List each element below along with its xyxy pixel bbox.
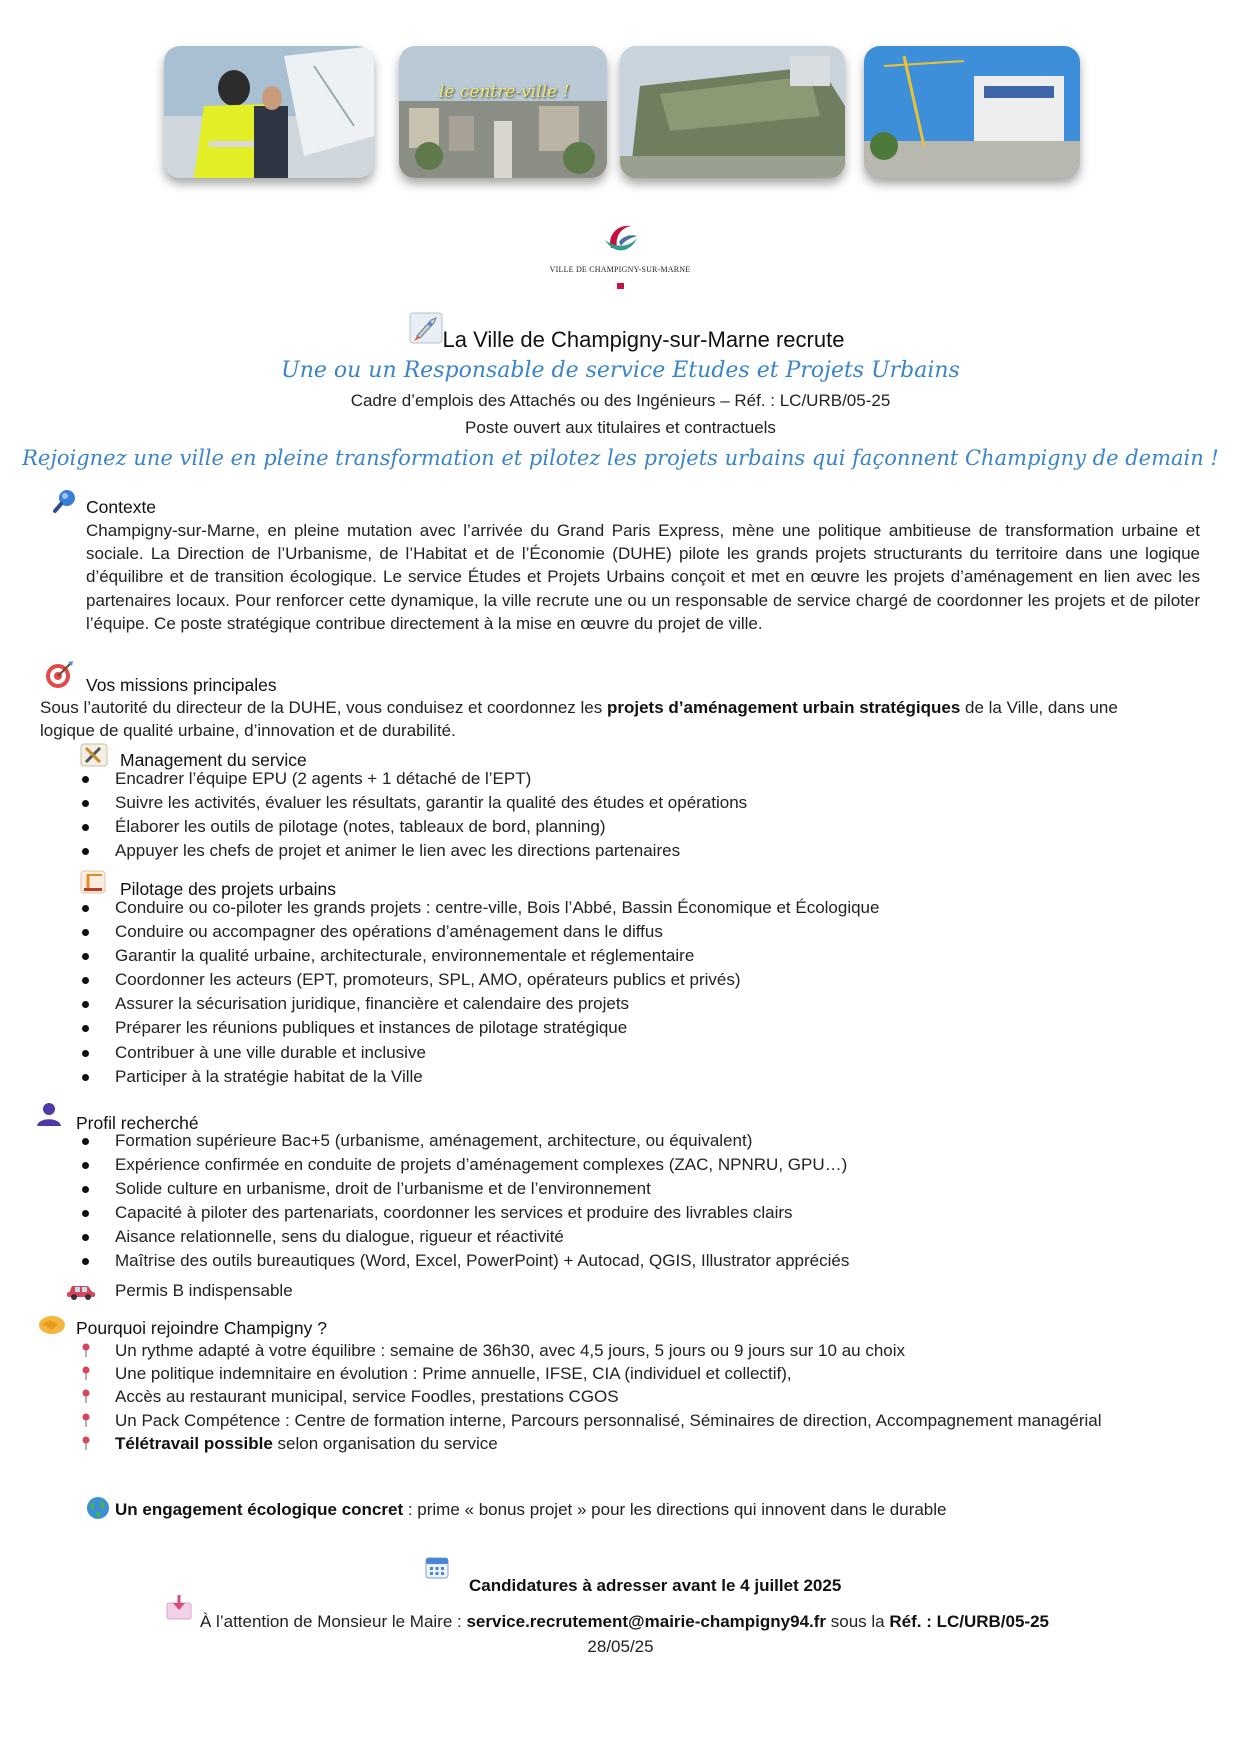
handshake-icon: [38, 1312, 66, 1336]
list-item: Coordonner les acteurs (EPT, promoteurs, SPL, AMO, opérateurs publics et privés): [115, 968, 879, 992]
banner-photo-construction: [864, 46, 1080, 178]
pin-icon: [80, 1436, 92, 1450]
list-item: Encadrer l’équipe EPU (2 agents + 1 détaché de l’EPT): [115, 767, 747, 791]
bullet: [82, 824, 89, 831]
recruit-heading: La Ville de Champigny-sur-Marne recrute: [442, 327, 845, 352]
banner-photo-worker: [164, 46, 374, 178]
profil-list: [115, 1129, 849, 1274]
banner-photo-city-centre: [399, 46, 607, 178]
missions-intro-bold: projets d’aménagement urbain stratégiques: [606, 698, 961, 717]
bullet: [82, 953, 89, 960]
bullet: [82, 1138, 89, 1145]
email-link[interactable]: service.recrutement@mairie-champigny94.fr: [466, 1612, 827, 1631]
list-item: Participer à la stratégie habitat de la Ville: [115, 1065, 879, 1089]
list-item: Accès au restaurant municipal, service Foodles, prestations CGOS: [115, 1385, 1115, 1408]
reference: Réf. : LC/URB/05-25: [889, 1612, 1049, 1631]
pin-icon: [80, 1413, 92, 1427]
bullet: [82, 1001, 89, 1008]
bullet: [82, 929, 89, 936]
bullet: [82, 800, 89, 807]
bullet: [82, 1025, 89, 1032]
document-date: 28/05/25: [587, 1637, 654, 1656]
bullet: [82, 977, 89, 984]
list-item: Expérience confirmée en conduite de projets d’aménagement complexes (ZAC, NPNRU, GPU…): [115, 1153, 849, 1177]
list-item: Un Pack Compétence : Centre de formation interne, Parcours personnalisé, Séminaires de direction, Accompagnement managérial: [115, 1409, 1115, 1432]
list-item: Conduire ou accompagner des opérations d’aménagement dans le diffus: [115, 920, 879, 944]
globe-icon: [86, 1496, 110, 1520]
list-item: Un rythme adapté à votre équilibre : semaine de 36h30, avec 4,5 jours, 5 jours ou 9 jours sur 10 au choix: [115, 1339, 1115, 1362]
missions-title: Vos missions principales: [86, 675, 277, 695]
calendar-icon: [425, 1555, 449, 1579]
missions-intro: [40, 698, 1118, 718]
pilotage-title: Pilotage des projets urbains: [120, 879, 336, 899]
bullet: [82, 1234, 89, 1241]
city-logo-text: VILLE DE CHAMPIGNY-SUR-MARNE: [549, 265, 691, 274]
list-item: Capacité à piloter des partenariats, coordonner les services et produire des livrables clairs: [115, 1201, 849, 1225]
candidatures-deadline: Candidatures à adresser avant le 4 juillet 2025: [469, 1576, 842, 1595]
pourquoi-title: Pourquoi rejoindre Champigny ?: [76, 1318, 327, 1338]
poste-ouvert: Poste ouvert aux titulaires et contractuels: [465, 418, 776, 437]
engagement-rest: : prime « bonus projet » pour les directions qui innovent dans le durable: [403, 1500, 947, 1519]
inbox-download-icon: [166, 1594, 192, 1620]
attention-mid: sous la: [826, 1612, 890, 1631]
bullet: [82, 1258, 89, 1265]
banner-photo-caption: le centre-ville !: [439, 82, 570, 102]
slogan: Rejoignez une ville en pleine transformation et pilotez les projets urbains qui façonnent Champigny de demain !: [22, 446, 1219, 470]
list-item: Suivre les activités, évaluer les résultats, garantir la qualité des études et opérations: [115, 791, 747, 815]
list-item: Préparer les réunions publiques et instances de pilotage stratégique: [115, 1016, 879, 1040]
management-list: [115, 767, 747, 863]
contexte-title: Contexte: [86, 497, 157, 517]
banner-photo-green-building: [620, 46, 845, 178]
bullet: [82, 1162, 89, 1169]
job-title: Une ou un Responsable de service Etudes et Projets Urbains: [281, 358, 960, 383]
list-item: Conduire ou co-piloter les grands projets : centre-ville, Bois l’Abbé, Bassin Économique et Écologique: [115, 896, 879, 920]
teletravail-bold: Télétravail possible: [115, 1433, 273, 1453]
pilotage-list: [115, 896, 879, 1089]
list-item: Aisance relationnelle, sens du dialogue, rigueur et réactivité: [115, 1225, 849, 1249]
list-item: Télétravail possible selon organisation du service: [115, 1432, 1115, 1455]
pin-icon: [80, 1366, 92, 1380]
pin-icon: [80, 1343, 92, 1357]
missions-intro-line2: logique de qualité urbaine, d’innovation et de durabilité.: [40, 721, 456, 740]
engagement-bold: Un engagement écologique concret: [115, 1500, 404, 1519]
list-item: Élaborer les outils de pilotage (notes, tableaux de bord, planning): [115, 815, 747, 839]
missions-intro-start: Sous l’autorité du directeur de la DUHE, vous conduisez et coordonnez les: [40, 698, 607, 717]
list-item: Une politique indemnitaire en évolution : Prime annuelle, IFSE, CIA (individuel et collectif),: [115, 1362, 1115, 1385]
logo-red-square: [617, 283, 624, 289]
tools-icon: [80, 743, 108, 767]
bullet: [82, 848, 89, 855]
permis-text: Permis B indispensable: [115, 1281, 293, 1300]
engagement-line: [115, 1500, 947, 1520]
bullet: [82, 1074, 89, 1081]
list-item: Garantir la qualité urbaine, architecturale, environnementale et réglementaire: [115, 944, 879, 968]
profil-title: Profil recherché: [76, 1113, 199, 1133]
list-item: Maîtrise des outils bureautiques (Word, Excel, PowerPoint) + Autocad, QGIS, Illustrator appréciés: [115, 1249, 849, 1273]
person-icon: [36, 1101, 62, 1127]
bullet: [82, 1050, 89, 1057]
bullet: [82, 1210, 89, 1217]
list-item: Assurer la sécurisation juridique, financière et calendaire des projets: [115, 992, 879, 1016]
list-item: Appuyer les chefs de projet et animer le lien avec les directions partenaires: [115, 839, 747, 863]
crane-icon: [80, 870, 106, 894]
pourquoi-list: [115, 1339, 1115, 1455]
list-item: Solide culture en urbanisme, droit de l’urbanisme et de l’environnement: [115, 1177, 849, 1201]
attention-text: À l’attention de Monsieur le Maire :: [200, 1612, 467, 1631]
city-logo: [540, 218, 700, 289]
bullet: [82, 1186, 89, 1193]
city-logo-mark: [597, 218, 643, 258]
magnifier-icon: [52, 488, 78, 514]
attention-line: [200, 1612, 1049, 1632]
bullet: [82, 905, 89, 912]
list-item: Formation supérieure Bac+5 (urbanisme, aménagement, architecture, ou équivalent): [115, 1129, 849, 1153]
car-icon: [66, 1280, 96, 1300]
contexte-text: Champigny-sur-Marne, en pleine mutation avec l’arrivée du Grand Paris Express, mène une politique ambitieuse de transformation urbaine et sociale. La Direction de l’Urbanisme, de l’Habitat et de l’Économie (DUHE) pilote les grands projets structurants du territoire dans une logique d’équilibre et de transition écologique. Le service Études et Projets Urbains conçoit et met en œuvre les projets d’aménagement en lien avec les partenaires locaux. Pour renforcer cette dynamique, la ville recrute une ou un responsable de service chargé de coordonner les projets et de piloter l’équipe. Ce poste stratégique contribue directement à la mise en œuvre du projet de ville.: [86, 521, 1200, 633]
pin-icon: [80, 1389, 92, 1403]
missions-intro-end: de la Ville, dans une: [960, 698, 1118, 717]
list-item: Contribuer à une ville durable et inclusive: [115, 1041, 879, 1065]
management-title: Management du service: [120, 750, 307, 770]
target-icon: [44, 660, 74, 690]
bullet: [82, 776, 89, 783]
cadre-emplois: Cadre d’emplois des Attachés ou des Ingénieurs – Réf. : LC/URB/05-25: [350, 391, 891, 410]
